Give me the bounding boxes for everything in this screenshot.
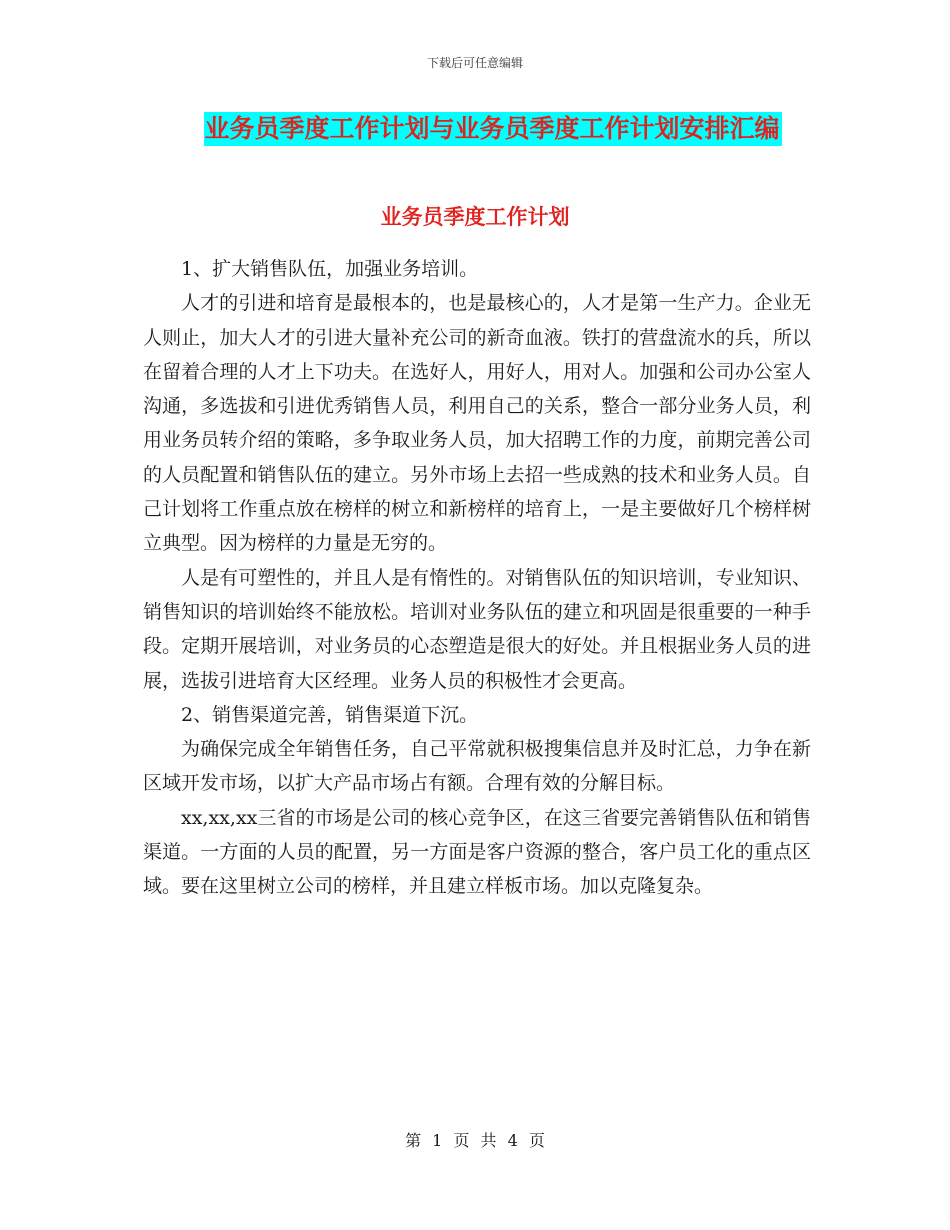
document-body: [143, 252, 811, 904]
header-note: 下载后可任意编辑: [426, 56, 523, 70]
document-title-text: 业务员季度工作计划与业务员季度工作计划安排汇编: [204, 112, 781, 146]
page-footer: 第 1 页 共 4 页: [405, 1131, 545, 1150]
paragraph: xx,xx,xx三省的市场是公司的核心竞争区，在这三省要完善销售队伍和销售渠道。一方面的人员的配置，另一方面是客户资源的整合，客户员工化的重点区域。要在这里树立公司的榜样，并且建立样板市场。加以克隆复杂。: [143, 806, 811, 898]
paragraph-heading-2: 2、销售渠道完善，销售渠道下沉。: [181, 703, 479, 726]
section-title: 业务员季度工作计划: [380, 205, 570, 229]
paragraph: 人是有可塑性的，并且人是有惰性的。对销售队伍的知识培训，专业知识、销售知识的培训始终不能放松。培训对业务队伍的建立和巩固是很重要的一种手段。定期开展培训，对业务员的心态塑造是很大的好处。并且根据业务人员的进展，选拔引进培育大区经理。业务人员的积极性才会更高。: [143, 566, 811, 692]
paragraph: 为确保完成全年销售任务，自己平常就积极搜集信息并及时汇总，力争在新区域开发市场，以扩大产品市场占有额。合理有效的分解目标。: [143, 738, 811, 795]
paragraph: 人才的引进和培育是最根本的，也是最核心的，人才是第一生产力。企业无人则止，加大人才的引进大量补充公司的新奇血液。铁打的营盘流水的兵，所以在留着合理的人才上下功夫。在选好人，用好人，用对人。加强和公司办公室人沟通，多选拔和引进优秀销售人员，利用自己的关系，整合一部分业务人员，利用业务员转介绍的策略，多争取业务人员，加大招聘工作的力度，前期完善公司的人员配置和销售队伍的建立。另外市场上去招一些成熟的技术和业务人员。自己计划将工作重点放在榜样的树立和新榜样的培育上，一是主要做好几个榜样树立典型。因为榜样的力量是无穷的。: [143, 292, 811, 555]
paragraph-heading-1: 1、扩大销售队伍，加强业务培训。: [181, 258, 479, 280]
document-title: [0, 112, 950, 146]
